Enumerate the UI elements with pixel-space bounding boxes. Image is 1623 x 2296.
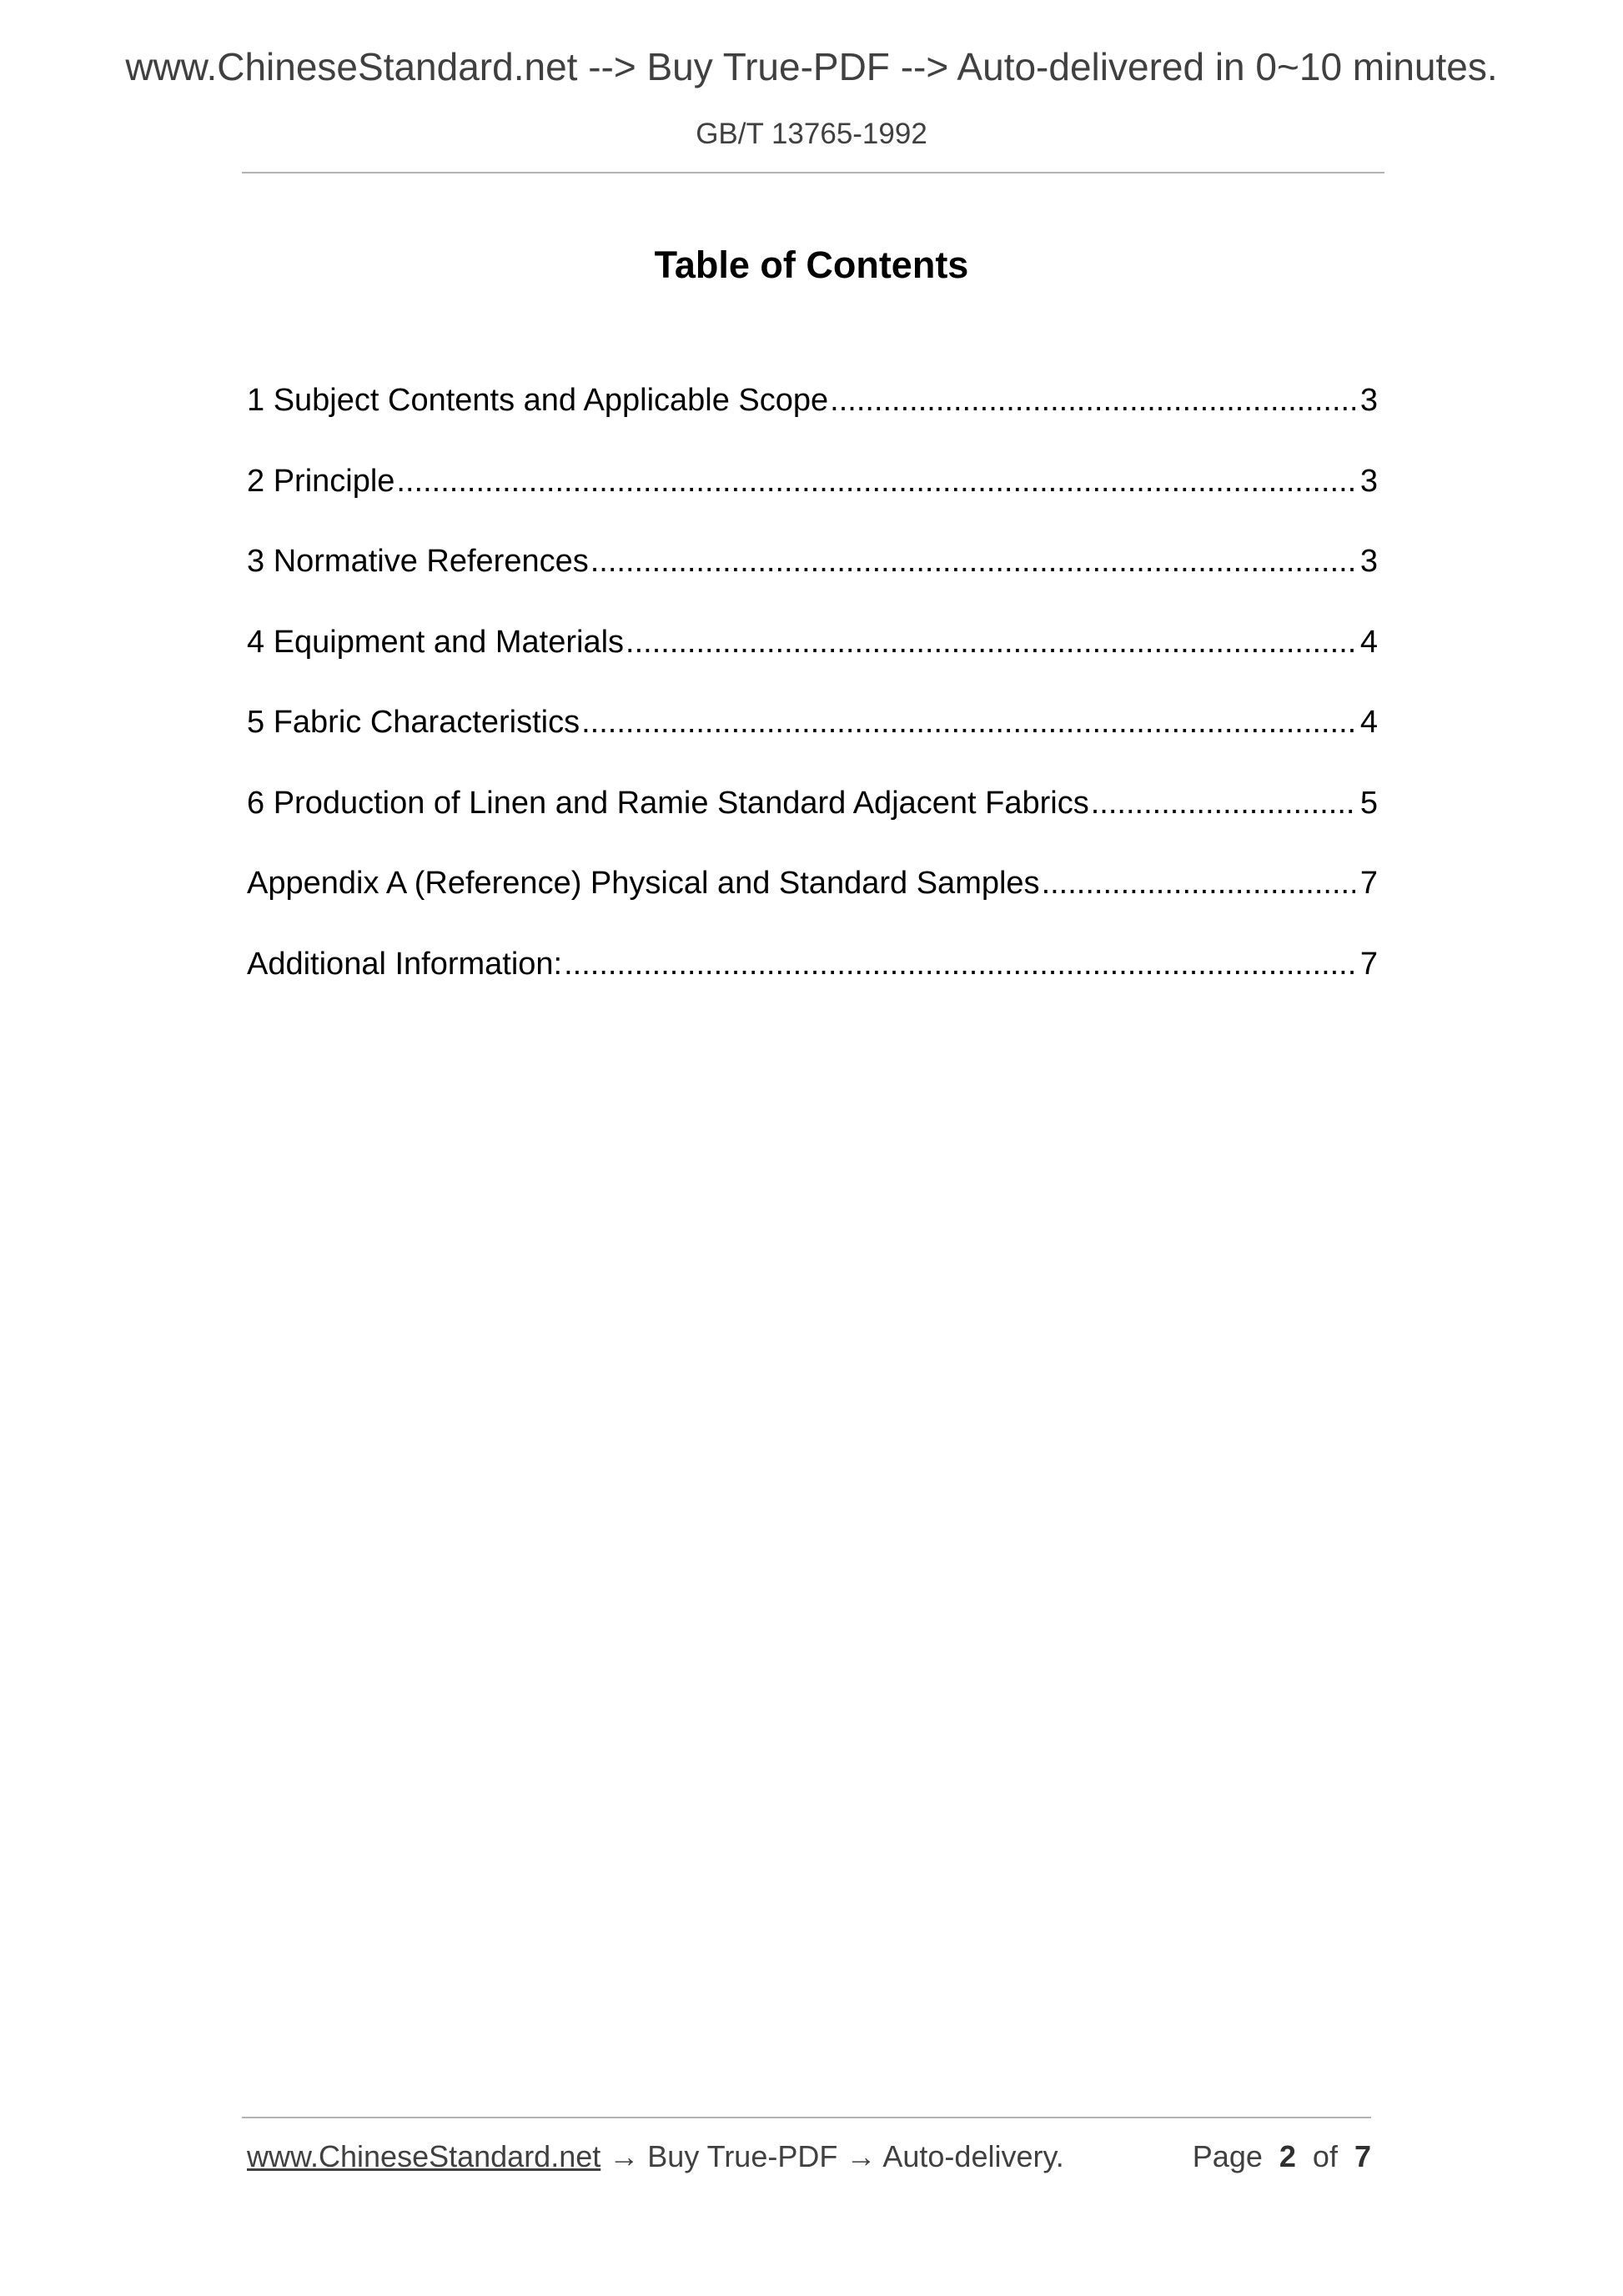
toc-entry-page: 5 [1359, 785, 1378, 821]
toc-dot-leader [590, 536, 1355, 586]
toc-dot-leader [581, 697, 1355, 747]
toc-entry-label: 6 Production of Linen and Ramie Standard Adjacent Fabrics [247, 785, 1089, 821]
toc-entry[interactable] [247, 536, 1378, 617]
toc-entry[interactable] [247, 778, 1378, 859]
page-number [1193, 2137, 1371, 2177]
toc-entry-page: 3 [1359, 544, 1378, 579]
toc-entry-label: 3 Normative References [247, 544, 589, 579]
toc-dot-leader [564, 939, 1355, 989]
page-total: 7 [1354, 2139, 1371, 2173]
site-banner: www.ChineseStandard.net --> Buy True-PDF --> Auto-delivered in 0~10 minutes. [125, 45, 1498, 88]
toc-dot-leader [1042, 858, 1355, 908]
toc-dot-leader [396, 456, 1354, 506]
of-word: of [1312, 2139, 1338, 2173]
toc-entry[interactable] [247, 939, 1378, 1020]
toc-entry-page: 3 [1359, 463, 1378, 499]
arrow-right-icon: → [609, 2139, 640, 2173]
header-divider [242, 172, 1384, 173]
page-current: 2 [1279, 2139, 1296, 2173]
toc-entry[interactable] [247, 697, 1378, 778]
toc-title: Table of Contents [654, 244, 969, 286]
toc-list [247, 375, 1378, 1019]
toc-entry-page: 7 [1359, 866, 1378, 901]
toc-entry-label: 5 Fabric Characteristics [247, 705, 580, 740]
toc-dot-leader [830, 375, 1355, 425]
toc-entry-page: 4 [1359, 624, 1378, 660]
toc-entry[interactable] [247, 858, 1378, 939]
toc-entry[interactable] [247, 617, 1378, 698]
toc-entry-page: 3 [1359, 383, 1378, 418]
arrow-right-icon: → [846, 2139, 877, 2173]
toc-entry-label: Appendix A (Reference) Physical and Standard Samples [247, 866, 1040, 901]
footer-promo [247, 2137, 1064, 2177]
footer-delivery-text: Auto-delivery. [882, 2139, 1064, 2173]
toc-entry[interactable] [247, 456, 1378, 537]
toc-entry-label: Additional Information: [247, 946, 563, 982]
footer-buy-text: Buy True-PDF [647, 2139, 838, 2173]
toc-entry[interactable] [247, 375, 1378, 456]
toc-dot-leader [626, 617, 1355, 667]
footer-divider [242, 2117, 1371, 2118]
toc-dot-leader [1091, 778, 1355, 828]
footer-site-link[interactable]: www.ChineseStandard.net [247, 2139, 601, 2173]
document-code: GB/T 13765-1992 [696, 118, 927, 150]
toc-entry-page: 4 [1359, 705, 1378, 740]
toc-entry-label: 2 Principle [247, 463, 395, 499]
toc-entry-label: 4 Equipment and Materials [247, 624, 625, 660]
toc-entry-label: 1 Subject Contents and Applicable Scope [247, 383, 829, 418]
page-word: Page [1192, 2139, 1263, 2173]
toc-entry-page: 7 [1359, 946, 1378, 982]
